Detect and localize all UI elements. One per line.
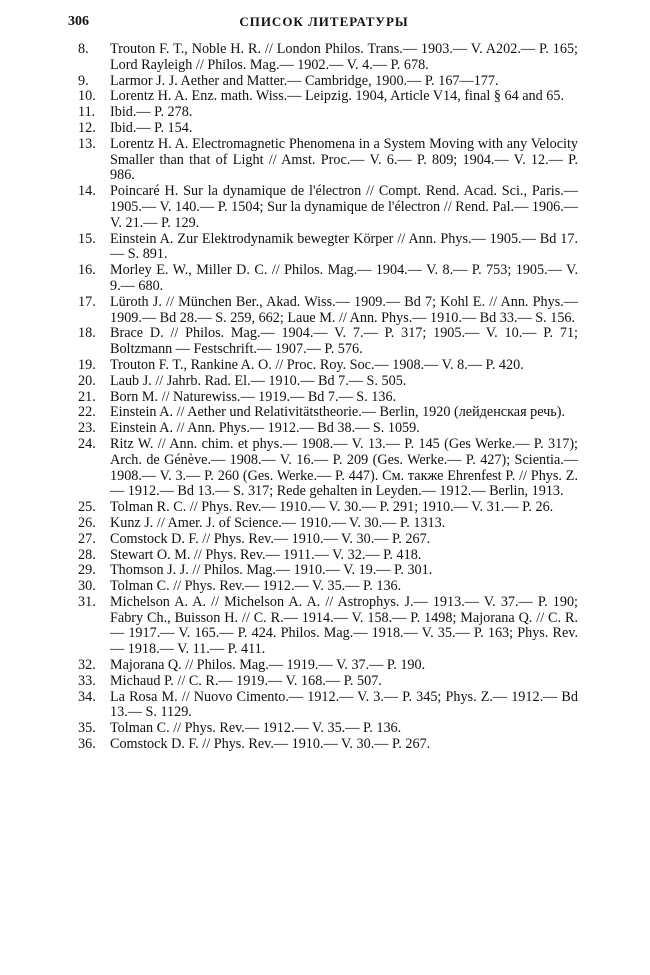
reference-item [78,595,578,658]
reference-text: Larmor J. J. Aether and Matter.— Cambridge, 1900.— P. 167—177. [110,72,499,89]
reference-number: 8. [78,41,89,57]
reference-item [78,74,578,90]
reference-text: Kunz J. // Amer. J. of Science.— 1910.— V. 30.— P. 1313. [110,514,446,531]
reference-item [78,548,578,564]
reference-item [78,89,578,105]
reference-item [78,437,578,500]
reference-number: 35. [78,720,96,737]
reference-text: Comstock D. F. // Phys. Rev.— 1910.— V. 30.— P. 267. [110,530,431,547]
reference-text: Ritz W. // Ann. chim. et phys.— 1908.— V. 13.— P. 145 (Ges Werke.— P. 317); Arch. de Génève.— 1908.— V. 16.— P. 209 (Ges. Werke.— P. 427); Scientia.— 1908.— V. 3.— P. 260 (Ges. Werke.— P. 447). См. также Ehrenfest P. // Phys. Z.— 1912.— Bd 13.— S. 317; Rede gehalten in Leyden.— 1912.— Berlin, 1913. [110,435,578,500]
reference-text: Majorana Q. // Philos. Mag.— 1919.— V. 37.— P. 190. [110,657,426,674]
reference-number: 36. [78,736,96,753]
reference-number: 28. [78,546,96,563]
reference-item [78,674,578,690]
reference-number: 26. [78,514,96,531]
reference-text: Einstein A. // Ann. Phys.— 1912.— Bd 38.— S. 1059. [110,420,420,437]
reference-number: 10. [78,88,96,105]
reference-item [78,232,578,264]
reference-text: Poincaré H. Sur la dynamique de l'électron // Compt. Rend. Acad. Sci., Paris.— 1905.— V. 140.— P. 1504; Sur la dynamique de l'électron // Rend. Pal.— 1906.— V. 21.— P. 129. [110,183,578,231]
reference-list [78,42,578,753]
reference-item [78,737,578,753]
reference-item [78,374,578,390]
reference-item [78,721,578,737]
reference-number: 19. [78,356,96,373]
reference-number: 29. [78,562,96,579]
reference-number: 15. [78,230,96,247]
reference-number: 27. [78,530,96,547]
reference-item [78,563,578,579]
reference-text: Thomson J. J. // Philos. Mag.— 1910.— V. 19.— P. 301. [110,562,433,579]
running-title: СПИСОК ЛИТЕРАТУРЫ [239,14,409,29]
reference-number: 33. [78,672,96,689]
reference-number: 18. [78,325,96,342]
reference-number: 16. [78,262,96,279]
reference-text: Tolman C. // Phys. Rev.— 1912.— V. 35.— P. 136. [110,720,402,737]
reference-number: 32. [78,657,96,674]
reference-item [78,121,578,137]
reference-item [78,137,578,184]
reference-number: 21. [78,388,96,405]
reference-text: Michelson A. A. // Michelson A. A. // Astrophys. J.— 1913.— V. 37.— P. 190; Fabry Ch., Buisson H. // C. R.— 1914.— V. 158.— P. 1498; Majorana Q. // C. R.— 1917.— V. 165.— P. 424. Philos. Mag.— 1918.— V. 35.— P. 163; Phys. Rev.— 1918.— V. 11.— P. 411. [110,593,578,658]
reference-number: 23. [78,420,96,437]
reference-number: 22. [78,404,96,421]
reference-item [78,405,578,421]
reference-item [78,184,578,231]
reference-text: Lüroth J. // München Ber., Akad. Wiss.— 1909.— Bd 7; Kohl E. // Ann. Phys.— 1909.— Bd 28.— S. 259, 662; Laue M. // Ann. Phys.— 1910.— Bd 33.— S. 156. [110,293,578,326]
reference-text: Laub J. // Jahrb. Rad. El.— 1910.— Bd 7.— S. 505. [110,372,407,389]
reference-item [78,516,578,532]
reference-number: 11. [78,104,96,121]
reference-item [78,42,578,74]
reference-text: Einstein A. // Aether und Relativitätstheorie.— Berlin, 1920 (лейденская речь). [110,404,566,421]
reference-item [78,105,578,121]
reference-text: Trouton F. T., Noble H. R. // London Philos. Trans.— 1903.— V. A202.— P. 165; Lord Rayleigh // Philos. Mag.— 1902.— V. 4.— P. 678. [110,41,578,73]
reference-item [78,690,578,722]
reference-text: Trouton F. T., Rankine A. O. // Proc. Roy. Soc.— 1908.— V. 8.— P. 420. [110,356,524,373]
reference-text: Michaud P. // C. R.— 1919.— V. 168.— P. 507. [110,672,382,689]
reference-text: Lorentz H. A. Electromagnetic Phenomena in a System Moving with any Velocity Smaller than that of Light // Amst. Proc.— V. 6.— P. 809; 1904.— V. 12.— P. 986. [110,135,578,184]
reference-text: Tolman C. // Phys. Rev.— 1912.— V. 35.— P. 136. [110,578,402,595]
reference-number: 20. [78,372,96,389]
reference-text: Stewart O. M. // Phys. Rev.— 1911.— V. 32.— P. 418. [110,546,422,563]
page-header [68,14,580,36]
reference-text: La Rosa M. // Nuovo Cimento.— 1912.— V. 3.— P. 345; Phys. Z.— 1912.— Bd 13.— S. 1129. [110,688,578,721]
reference-text: Tolman R. C. // Phys. Rev.— 1910.— V. 30.— P. 291; 1910.— V. 31.— P. 26. [110,499,554,516]
reference-text: Ibid.— P. 278. [110,104,193,121]
reference-number: 30. [78,578,96,595]
page-number: 306 [68,14,89,29]
reference-number: 14. [78,183,96,200]
reference-item [78,263,578,295]
reference-number: 17. [78,293,96,310]
reference-item [78,326,578,358]
reference-text: Morley E. W., Miller D. C. // Philos. Mag.— 1904.— V. 8.— P. 753; 1905.— V. 9.— 680. [110,262,578,294]
reference-number: 13. [78,135,96,152]
reference-text: Comstock D. F. // Phys. Rev.— 1910.— V. 30.— P. 267. [110,736,431,753]
reference-text: Brace D. // Philos. Mag.— 1904.— V. 7.— P. 317; 1905.— V. 10.— P. 71; Boltzmann — Festschrift.— 1907.— P. 576. [110,325,578,358]
reference-text: Einstein A. Zur Elektrodynamik bewegter Körper // Ann. Phys.— 1905.— Bd 17.— S. 891. [110,230,578,263]
reference-text: Ibid.— P. 154. [110,119,193,136]
reference-item [78,295,578,327]
reference-item [78,421,578,437]
reference-number: 25. [78,499,96,516]
reference-item [78,390,578,406]
reference-item [78,532,578,548]
reference-text: Born M. // Naturewiss.— 1919.— Bd 7.— S. 136. [110,388,397,405]
reference-number: 31. [78,593,96,610]
reference-item [78,658,578,674]
reference-number: 9. [78,72,89,89]
reference-number: 24. [78,435,96,452]
reference-text: Lorentz H. A. Enz. math. Wiss.— Leipzig. 1904, Article V14, final § 64 and 65. [110,88,565,105]
reference-number: 34. [78,688,96,705]
reference-number: 12. [78,119,96,136]
reference-item [78,500,578,516]
reference-item [78,579,578,595]
reference-item [78,358,578,374]
